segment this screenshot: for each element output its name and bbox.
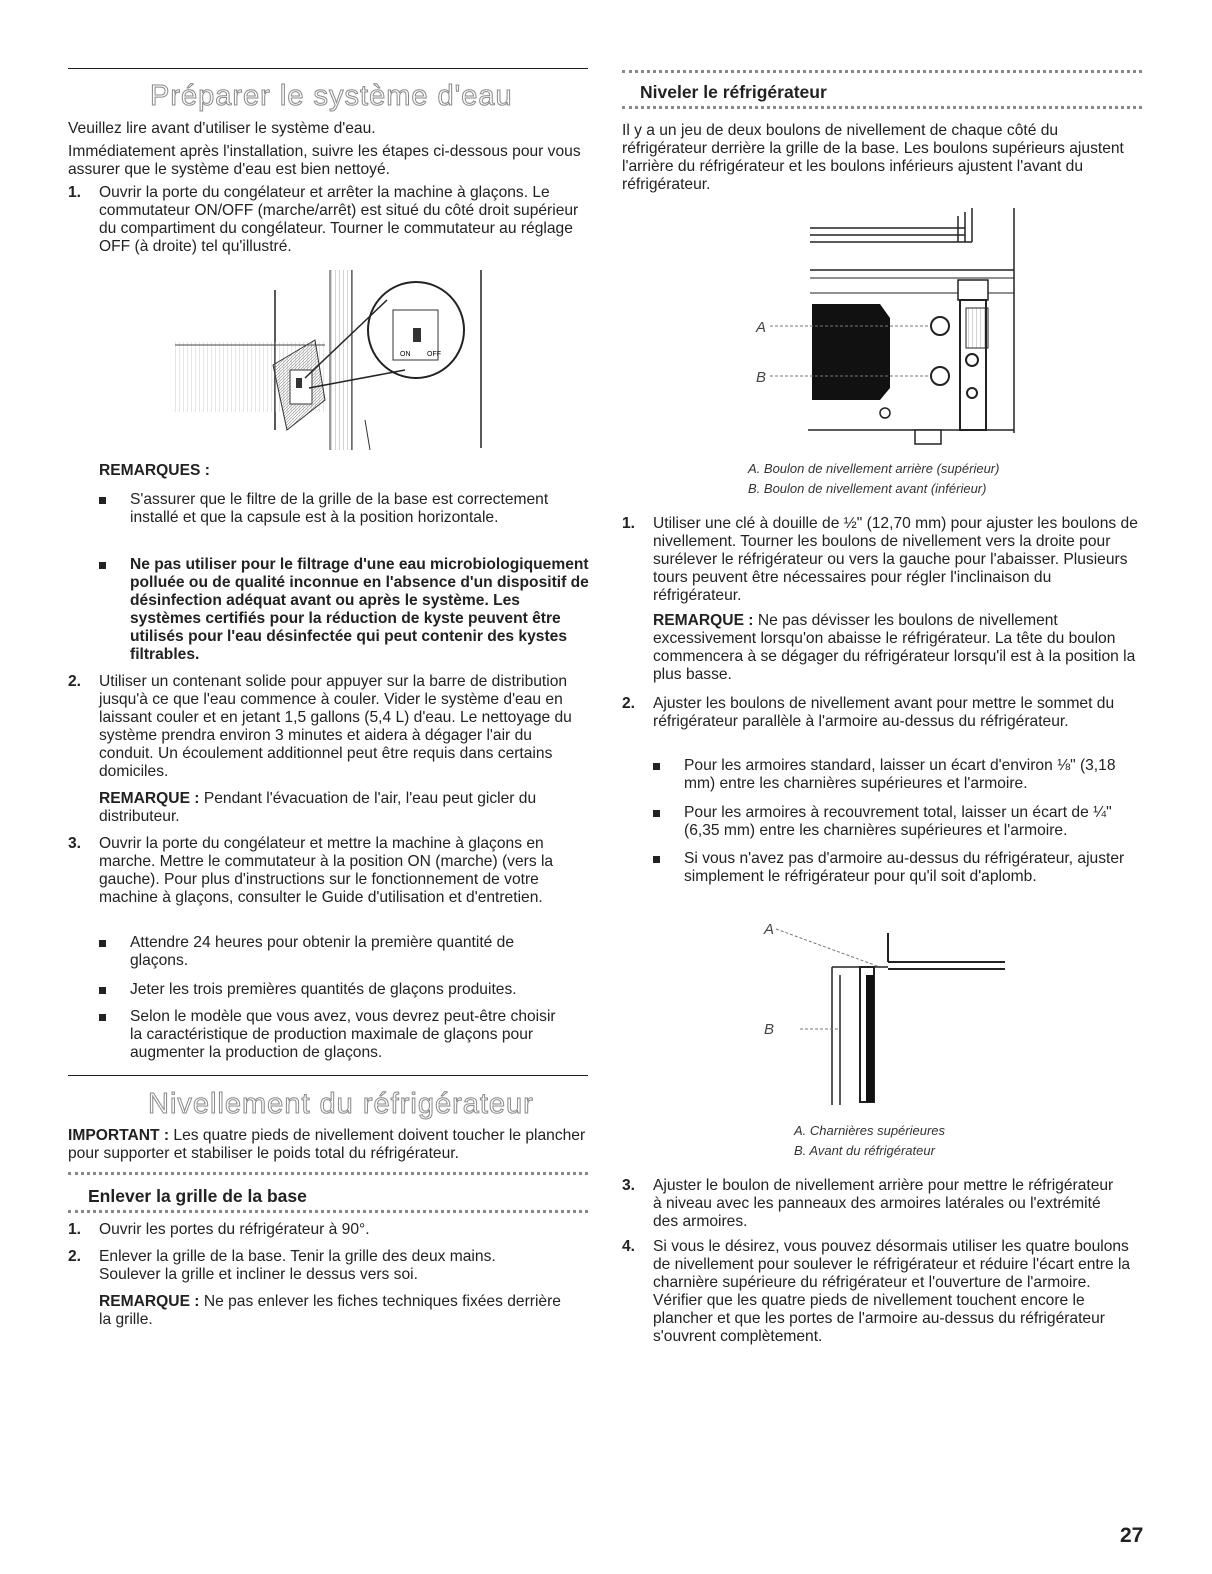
intro-text: Il y a un jeu de deux boulons de nivellement de chaque côté du réfrigérateur derrière la grille de la base. Les boulons supérieurs ajustent l'arrière du réfrigérateur et les boulons inférieurs ajustent l'avant du réfrigérateur. bbox=[622, 122, 1124, 193]
dotted-rule bbox=[68, 1210, 588, 1213]
section-rule bbox=[68, 1075, 588, 1076]
step-remarque bbox=[99, 1293, 569, 1329]
step-number: 3. bbox=[622, 1177, 636, 1194]
section-heading-water-system: Préparer le système d'eau bbox=[150, 80, 513, 112]
top-rule-left bbox=[68, 68, 588, 69]
step-text: Si vous le désirez, vous pouvez désormais utiliser les quatre boulons de nivellement pour soulever le réfrigérateur et réduire l'écart entre la charnière supérieure du réfrigérateur et l'ouverture de l'armoire. Vérifier que les quatre pieds de nivellement touchent encore le plancher et que les portes de l'armoire au-dessus du réfrigérateur s'ouvrent complètement. bbox=[653, 1238, 1131, 1345]
step-text: Ouvrir la porte du congélateur et mettre la machine à glaçons en marche. Mettre le commutateur à la position ON (marche) (vers la gauche). Pour plus d'instructions sur le fonctionnement de votre machine à glaçons, consulter le Guide d'utilisation et d'entretien. bbox=[99, 835, 554, 906]
step-text: Ouvrir les portes du réfrigérateur à 90°. bbox=[99, 1221, 370, 1238]
bullet-icon bbox=[653, 856, 660, 863]
step2-bullet: Pour les armoires standard, laisser un écart d'environ ⅛" (3,18 mm) entre les charnières supérieures et l'armoire. bbox=[684, 757, 1116, 792]
step-number: 2. bbox=[622, 695, 636, 712]
bullet-icon bbox=[99, 940, 106, 947]
remarque-bullet-warning: Ne pas utiliser pour le filtrage d'une eau microbiologiquement polluée ou de qualité inconnue en l'absence d'un dispositif de désinfection adéquat avant ou après le système. Les systèmes certifiés pour la réduction de kyste peuvent être utilisés pour l'eau désinfectée qui peut contenir des kystes filtrables. bbox=[130, 556, 589, 663]
step-number: 1. bbox=[68, 184, 82, 201]
step-remarque bbox=[653, 612, 1141, 684]
fig2-label-a: A bbox=[756, 319, 767, 336]
step-text: Ouvrir la porte du congélateur et arrêter la machine à glaçons. Le commutateur ON/OFF (marche/arrêt) est situé du côté droit supérieur du compartiment du congélateur. Tourner le commutateur au réglage OFF (à droite) tel qu'illustré. bbox=[99, 184, 579, 255]
subheading-level-fridge: Niveler le réfrigérateur bbox=[640, 82, 827, 102]
intro-text-2: Immédiatement après l'installation, suivre les étapes ci-dessous pour vous assurer que le système d'eau est bien nettoyé. bbox=[68, 143, 581, 178]
step3-bullet: Selon le modèle que vous avez, vous devrez peut-être choisir la caractéristique de production maximale de glaçons pour augmenter la production de glaçons. bbox=[130, 1008, 556, 1061]
dotted-rule bbox=[68, 1172, 588, 1175]
step2-bullet: Pour les armoires à recouvrement total, laisser un écart de ¼" (6,35 mm) entre les charnières supérieures et l'armoire. bbox=[684, 804, 1112, 839]
step-number: 4. bbox=[622, 1238, 636, 1255]
dotted-rule bbox=[622, 70, 1142, 73]
remarque-text: Pendant l'évacuation de l'air, l'eau peut gicler du distributeur. bbox=[99, 790, 537, 825]
bullet-icon bbox=[99, 497, 106, 504]
step-number: 1. bbox=[622, 515, 636, 532]
switch-off-label: OFF bbox=[427, 351, 441, 358]
remarque-label: REMARQUE : bbox=[99, 790, 200, 807]
bullet-icon bbox=[653, 763, 660, 770]
ice-maker-switch-figure bbox=[175, 270, 487, 450]
important-note bbox=[68, 1127, 588, 1163]
section-heading-leveling: Nivellement du réfrigérateur bbox=[148, 1088, 534, 1120]
fig2-label-b: B bbox=[756, 369, 767, 386]
bullet-icon bbox=[99, 1014, 106, 1021]
bullet-icon bbox=[653, 810, 660, 817]
step-text: Utiliser un contenant solide pour appuyer sur la barre de distribution jusqu'à ce que l'eau commence à couler. Vider le système d'eau en laissant couler et en jetant 1,5 gallons (5,4 L) d'eau. Le nettoyage du système prendra environ 3 minutes et aidera à dégager l'air du conduit. Un écoulement additionnel peut être requis dans certains domiciles. bbox=[99, 673, 572, 780]
page-number: 27 bbox=[1120, 1524, 1144, 1547]
remarques-label: REMARQUES : bbox=[99, 462, 210, 479]
step-number: 3. bbox=[68, 835, 82, 852]
dotted-rule bbox=[622, 106, 1142, 109]
remarque-bullet: S'assurer que le filtre de la grille de la base est correctement installé et que la capsule est à la position horizontale. bbox=[130, 491, 549, 526]
remarque-label: REMARQUE : bbox=[653, 612, 754, 629]
step-remarque bbox=[99, 790, 587, 826]
figure-caption: A. Boulon de nivellement arrière (supérieur) bbox=[748, 461, 1000, 476]
step3-bullet: Jeter les trois premières quantités de glaçons produites. bbox=[130, 981, 517, 998]
step2-bullet: Si vous n'avez pas d'armoire au-dessus du réfrigérateur, ajuster simplement le réfrigérateur pour qu'il soit d'aplomb. bbox=[684, 850, 1125, 885]
bullet-icon bbox=[99, 987, 106, 994]
remarque-text: Ne pas dévisser les boulons de nivellement excessivement lorsqu'on abaisse le réfrigérateur. La tête du boulon commencera à se dégager du réfrigérateur lorsqu'il est à la position la plus basse. bbox=[653, 612, 1136, 683]
important-text: Les quatre pieds de nivellement doivent toucher le plancher pour supporter et stabiliser le poids total du réfrigérateur. bbox=[68, 1127, 586, 1162]
bullet-icon bbox=[99, 562, 106, 569]
step-text: Ajuster les boulons de nivellement avant pour mettre le sommet du réfrigérateur parallèle à l'armoire au-dessus du réfrigérateur. bbox=[653, 695, 1115, 730]
step3-bullet: Attendre 24 heures pour obtenir la première quantité de glaçons. bbox=[130, 934, 515, 969]
leveling-bolts-figure bbox=[740, 208, 1040, 458]
figure-caption: A. Charnières supérieures bbox=[794, 1123, 946, 1138]
step-text: Utiliser une clé à douille de ½" (12,70 mm) pour ajuster les boulons de nivellement. Tourner les boulons de nivellement vers la droite pour surélever le réfrigérateur ou vers la gauche pour l'abaisser. Plusieurs tours peuvent être nécessaires pour régler l'inclinaison du réfrigérateur. bbox=[653, 515, 1138, 604]
remarque-label: REMARQUE : bbox=[99, 1293, 200, 1310]
step-text: Enlever la grille de la base. Tenir la grille des deux mains. Soulever la grille et incliner le dessus vers soi. bbox=[99, 1248, 496, 1283]
step-number: 1. bbox=[68, 1221, 82, 1238]
fig3-label-b: B bbox=[764, 1021, 775, 1038]
remarque-text: Ne pas enlever les fiches techniques fixées derrière la grille. bbox=[99, 1293, 561, 1328]
figure-caption: B. Avant du réfrigérateur bbox=[794, 1143, 935, 1158]
hinge-gap-figure bbox=[760, 915, 1020, 1115]
switch-on-label: ON bbox=[400, 351, 411, 358]
subheading-remove-grille: Enlever la grille de la base bbox=[88, 1186, 307, 1206]
step-number: 2. bbox=[68, 673, 82, 690]
figure-caption: B. Boulon de nivellement avant (inférieur) bbox=[748, 481, 987, 496]
step-text: Ajuster le boulon de nivellement arrière pour mettre le réfrigérateur à niveau avec les panneaux des armoires latérales ou l'extrémité des armoires. bbox=[653, 1177, 1114, 1230]
important-label: IMPORTANT : bbox=[68, 1127, 170, 1144]
intro-text-1: Veuillez lire avant d'utiliser le système d'eau. bbox=[68, 120, 376, 137]
fig3-label-a: A bbox=[764, 921, 775, 938]
step-number: 2. bbox=[68, 1248, 82, 1265]
